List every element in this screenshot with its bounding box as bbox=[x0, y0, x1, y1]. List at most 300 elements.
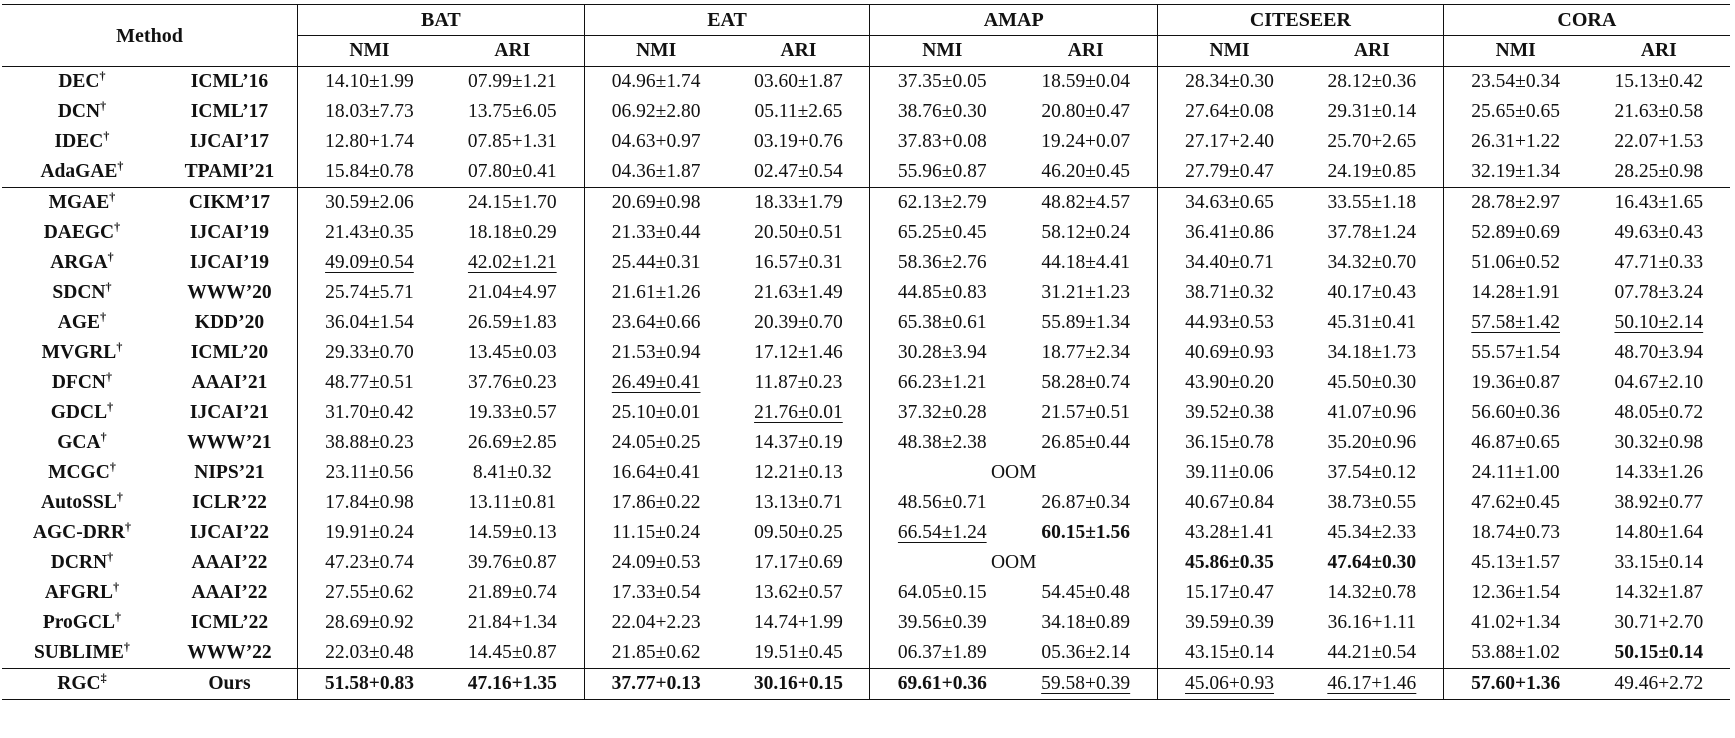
result-cell: 29.33±0.70 bbox=[325, 342, 414, 363]
result-cell: 04.63+0.97 bbox=[611, 131, 701, 152]
dataset-header-cora: CORA bbox=[1443, 5, 1730, 36]
table-row bbox=[2, 548, 1730, 578]
method-name: MGAE† bbox=[2, 188, 162, 219]
result-cell: 47.23±0.74 bbox=[325, 552, 414, 573]
method-venue: AAAI’22 bbox=[162, 578, 298, 608]
result-cell: 23.11±0.56 bbox=[325, 462, 414, 483]
result-cell: 43.15±0.14 bbox=[1185, 642, 1274, 663]
result-cell: 18.77±2.34 bbox=[1014, 338, 1157, 368]
result-cell: 37.78±1.24 bbox=[1301, 218, 1443, 248]
result-cell: 16.64±0.41 bbox=[611, 462, 701, 483]
result-cell: 16.43±1.65 bbox=[1588, 188, 1730, 219]
method-name: DAEGC† bbox=[43, 219, 121, 243]
result-cell: 44.93±0.53 bbox=[1185, 312, 1274, 333]
table-row bbox=[2, 157, 1730, 188]
result-cell: 19.33±0.57 bbox=[441, 398, 584, 428]
method-name: RGC‡ bbox=[2, 669, 162, 700]
method-name: SDCN† bbox=[52, 279, 112, 303]
result-cell: 36.04±1.54 bbox=[325, 312, 414, 333]
result-cell: 21.76±0.01 bbox=[728, 398, 870, 428]
result-cell: 48.38±2.38 bbox=[897, 432, 987, 453]
result-cell: 14.45±0.87 bbox=[441, 638, 584, 669]
method-name: DEC† bbox=[2, 67, 162, 98]
result-cell: 36.16+1.11 bbox=[1301, 608, 1443, 638]
result-cell: 18.18±0.29 bbox=[441, 218, 584, 248]
result-cell: 22.07+1.53 bbox=[1614, 131, 1704, 152]
method-mark: † bbox=[113, 579, 120, 594]
result-cell: 46.17+1.46 bbox=[1301, 669, 1443, 700]
method-venue: ICML’16 bbox=[162, 67, 298, 98]
result-cell: 23.64±0.66 bbox=[611, 312, 701, 333]
result-cell: 45.06+0.93 bbox=[1158, 669, 1301, 700]
method-mark: † bbox=[116, 339, 123, 354]
result-cell: 43.28±1.41 bbox=[1185, 522, 1274, 543]
table-row bbox=[2, 278, 1730, 308]
result-cell: 47.62±0.45 bbox=[1471, 492, 1560, 513]
method-mark: † bbox=[100, 429, 107, 444]
method-mark: † bbox=[99, 68, 106, 83]
result-cell: 41.07±0.96 bbox=[1301, 398, 1443, 428]
result-cell: 14.28±1.91 bbox=[1471, 282, 1560, 303]
result-cell: 55.57±1.54 bbox=[1471, 342, 1560, 363]
result-cell: 58.12±0.24 bbox=[1014, 218, 1157, 248]
result-cell: 26.31+1.22 bbox=[1471, 131, 1561, 152]
method-venue: AAAI’22 bbox=[162, 548, 298, 578]
result-cell: 37.54±0.12 bbox=[1301, 458, 1443, 488]
result-cell: 15.13±0.42 bbox=[1588, 67, 1730, 98]
result-cell: 60.15±1.56 bbox=[1014, 518, 1157, 548]
method-venue: Ours bbox=[162, 669, 298, 700]
result-cell: 21.84+1.34 bbox=[441, 608, 584, 638]
result-cell: 38.71±0.32 bbox=[1185, 282, 1274, 303]
method-mark: † bbox=[107, 399, 114, 414]
result-cell: 14.80±1.64 bbox=[1614, 522, 1704, 543]
result-cell: 05.36±2.14 bbox=[1014, 638, 1157, 669]
result-cell: 17.84±0.98 bbox=[325, 492, 414, 513]
result-cell: 27.79±0.47 bbox=[1185, 161, 1274, 182]
table-row bbox=[2, 67, 1730, 98]
method-name: SUBLIME† bbox=[33, 639, 130, 663]
result-cell: 24.11±1.00 bbox=[1471, 462, 1560, 483]
result-cell: 03.19+0.76 bbox=[728, 127, 870, 157]
metric-header-ari: ARI bbox=[1588, 36, 1730, 67]
result-cell: 25.65±0.65 bbox=[1471, 101, 1560, 122]
method-venue: TPAMI’21 bbox=[162, 157, 298, 188]
metric-header-ari: ARI bbox=[728, 36, 870, 67]
result-cell: 45.50±0.30 bbox=[1301, 368, 1443, 398]
method-mark: † bbox=[106, 369, 113, 384]
method-venue: AAAI’21 bbox=[162, 368, 298, 398]
table-row bbox=[2, 608, 1730, 638]
result-cell: 40.67±0.84 bbox=[1185, 492, 1274, 513]
result-cell: 28.25±0.98 bbox=[1614, 161, 1704, 182]
result-cell: 58.28±0.74 bbox=[1014, 368, 1157, 398]
result-cell: 20.39±0.70 bbox=[728, 308, 870, 338]
result-cell: 40.17±0.43 bbox=[1301, 278, 1443, 308]
method-name: AGC-DRR† bbox=[32, 519, 131, 543]
table-row bbox=[2, 488, 1730, 518]
result-cell: 19.36±0.87 bbox=[1471, 372, 1560, 393]
result-cell: 48.77±0.51 bbox=[325, 372, 414, 393]
result-cell: 46.20±0.45 bbox=[1014, 157, 1157, 188]
result-cell: 04.67±2.10 bbox=[1614, 372, 1704, 393]
result-cell: 15.17±0.47 bbox=[1185, 582, 1274, 603]
method-venue: WWW’21 bbox=[162, 428, 298, 458]
result-cell: 55.96±0.87 bbox=[897, 161, 987, 182]
result-cell: 30.59±2.06 bbox=[298, 188, 441, 219]
result-cell: 13.45±0.03 bbox=[441, 338, 584, 368]
result-cell: 34.32±0.70 bbox=[1301, 248, 1443, 278]
table-row bbox=[2, 428, 1730, 458]
result-cell: 44.18±4.41 bbox=[1014, 248, 1157, 278]
metric-header-nmi: NMI bbox=[584, 36, 727, 67]
method-venue: IJCAI’17 bbox=[162, 127, 298, 157]
result-cell: 14.33±1.26 bbox=[1614, 462, 1704, 483]
method-venue: ICML’20 bbox=[162, 338, 298, 368]
result-cell: 45.31±0.41 bbox=[1301, 308, 1443, 338]
method-mark: † bbox=[100, 309, 107, 324]
result-cell: 64.05±0.15 bbox=[897, 582, 987, 603]
result-cell: 37.77+0.13 bbox=[584, 669, 727, 700]
result-cell: 65.38±0.61 bbox=[897, 312, 987, 333]
result-cell: 49.09±0.54 bbox=[325, 252, 414, 273]
result-cell: 66.23±1.21 bbox=[897, 372, 987, 393]
result-cell: 11.87±0.23 bbox=[728, 368, 870, 398]
result-cell: 27.17+2.40 bbox=[1185, 131, 1275, 152]
method-name: MVGRL† bbox=[41, 339, 123, 363]
results-table-container bbox=[2, 4, 1730, 700]
result-cell: 13.11±0.81 bbox=[441, 488, 584, 518]
result-cell: 34.63±0.65 bbox=[1158, 188, 1301, 219]
result-cell: 32.19±1.34 bbox=[1471, 161, 1560, 182]
result-cell: 16.57±0.31 bbox=[728, 248, 870, 278]
result-cell: 21.43±0.35 bbox=[325, 222, 414, 243]
result-cell: 21.53±0.94 bbox=[611, 342, 701, 363]
result-cell: 22.03±0.48 bbox=[325, 642, 414, 663]
dataset-header-citeseer: CITESEER bbox=[1158, 5, 1444, 36]
result-cell: 21.57±0.51 bbox=[1014, 398, 1157, 428]
result-cell: 27.55±0.62 bbox=[325, 582, 414, 603]
result-cell: 49.46+2.72 bbox=[1588, 669, 1730, 700]
result-cell: 03.60±1.87 bbox=[728, 67, 870, 98]
result-cell: 53.88±1.02 bbox=[1471, 642, 1560, 663]
result-cell: 49.63±0.43 bbox=[1614, 222, 1704, 243]
result-cell: 50.15±0.14 bbox=[1614, 642, 1704, 663]
dataset-header-bat: BAT bbox=[298, 5, 585, 36]
table-row bbox=[2, 518, 1730, 548]
table-row bbox=[2, 669, 1730, 700]
result-cell: 33.15±0.14 bbox=[1614, 552, 1704, 573]
result-cell: 39.76±0.87 bbox=[441, 548, 584, 578]
result-cell: 18.03±7.73 bbox=[325, 101, 414, 122]
result-cell: 04.96±1.74 bbox=[584, 67, 727, 98]
result-cell: 14.74+1.99 bbox=[728, 608, 870, 638]
result-cell: 30.32±0.98 bbox=[1614, 432, 1704, 453]
result-cell: 30.71+2.70 bbox=[1614, 612, 1704, 633]
result-cell: 39.59±0.39 bbox=[1185, 612, 1274, 633]
result-cell: 28.34±0.30 bbox=[1158, 67, 1301, 98]
result-cell: 26.87±0.34 bbox=[1014, 488, 1157, 518]
result-cell: 21.89±0.74 bbox=[441, 578, 584, 608]
result-cell: 24.19±0.85 bbox=[1301, 157, 1443, 188]
method-mark: † bbox=[114, 219, 121, 234]
method-name: AdaGAE† bbox=[40, 158, 124, 182]
result-cell: 57.58±1.42 bbox=[1471, 312, 1560, 333]
result-cell: 47.16+1.35 bbox=[441, 669, 584, 700]
result-cell: 37.32±0.28 bbox=[897, 402, 987, 423]
method-header: Method bbox=[2, 5, 298, 67]
result-cell: 14.32±1.87 bbox=[1614, 582, 1704, 603]
result-cell: 56.60±0.36 bbox=[1471, 402, 1560, 423]
result-cell: 21.33±0.44 bbox=[611, 222, 701, 243]
result-cell: 55.89±1.34 bbox=[1014, 308, 1157, 338]
method-venue: IJCAI’19 bbox=[162, 248, 298, 278]
result-cell: 04.36±1.87 bbox=[611, 161, 701, 182]
table-row bbox=[2, 398, 1730, 428]
result-cell: 20.50±0.51 bbox=[728, 218, 870, 248]
result-cell: 05.11±2.65 bbox=[728, 97, 870, 127]
metric-header-nmi: NMI bbox=[870, 36, 1014, 67]
result-cell: 31.70±0.42 bbox=[325, 402, 414, 423]
result-cell: 46.87±0.65 bbox=[1471, 432, 1560, 453]
result-cell: 33.55±1.18 bbox=[1301, 188, 1443, 219]
result-cell: 28.78±2.97 bbox=[1443, 188, 1587, 219]
results-body bbox=[2, 67, 1730, 700]
method-name: DCRN† bbox=[50, 549, 114, 573]
result-cell: 14.10±1.99 bbox=[298, 67, 441, 98]
method-mark: † bbox=[107, 549, 114, 564]
method-name: AutoSSL† bbox=[41, 489, 123, 513]
result-cell: 34.40±0.71 bbox=[1185, 252, 1274, 273]
method-venue: ICLR’22 bbox=[162, 488, 298, 518]
method-name: AGE† bbox=[57, 309, 107, 333]
result-cell: 40.69±0.93 bbox=[1185, 342, 1274, 363]
table-row bbox=[2, 458, 1730, 488]
result-cell: 38.92±0.77 bbox=[1614, 492, 1704, 513]
result-cell: 37.76±0.23 bbox=[441, 368, 584, 398]
result-cell: 14.59±0.13 bbox=[441, 518, 584, 548]
result-cell: 21.63±1.49 bbox=[728, 278, 870, 308]
method-mark: † bbox=[109, 459, 116, 474]
method-venue: NIPS’21 bbox=[162, 458, 298, 488]
result-cell: 17.33±0.54 bbox=[611, 582, 701, 603]
result-cell: 39.56±0.39 bbox=[897, 612, 987, 633]
result-cell: 35.20±0.96 bbox=[1301, 428, 1443, 458]
method-name: DCN† bbox=[57, 98, 107, 122]
metric-header-ari: ARI bbox=[1014, 36, 1157, 67]
result-cell: 12.36±1.54 bbox=[1471, 582, 1560, 603]
result-cell: OOM bbox=[870, 548, 1158, 578]
result-cell: 41.02+1.34 bbox=[1471, 612, 1561, 633]
method-mark: † bbox=[124, 519, 131, 534]
result-cell: 18.33±1.79 bbox=[728, 188, 870, 219]
result-cell: 51.06±0.52 bbox=[1471, 252, 1560, 273]
dataset-header-eat: EAT bbox=[584, 5, 870, 36]
result-cell: 45.13±1.57 bbox=[1471, 552, 1560, 573]
result-cell: 20.80±0.47 bbox=[1014, 97, 1157, 127]
result-cell: 28.69±0.92 bbox=[325, 612, 414, 633]
result-cell: 26.85±0.44 bbox=[1014, 428, 1157, 458]
table-row bbox=[2, 638, 1730, 669]
method-name: ProGCL† bbox=[42, 609, 122, 633]
result-cell: 52.89±0.69 bbox=[1471, 222, 1560, 243]
result-cell: 07.80±0.41 bbox=[441, 157, 584, 188]
method-mark: † bbox=[107, 249, 114, 264]
result-cell: 48.82±4.57 bbox=[1014, 188, 1157, 219]
result-cell: 20.69±0.98 bbox=[584, 188, 727, 219]
result-cell: 14.32±0.78 bbox=[1301, 578, 1443, 608]
results-table bbox=[2, 4, 1730, 700]
method-name: IDEC† bbox=[54, 128, 110, 152]
result-cell: 13.75±6.05 bbox=[441, 97, 584, 127]
result-cell: 48.05±0.72 bbox=[1614, 402, 1704, 423]
result-cell: 66.54±1.24 bbox=[897, 522, 987, 543]
method-mark: † bbox=[100, 98, 107, 113]
result-cell: 14.37±0.19 bbox=[728, 428, 870, 458]
result-cell: 13.62±0.57 bbox=[728, 578, 870, 608]
result-cell: 18.59±0.04 bbox=[1014, 67, 1157, 98]
metric-header-ari: ARI bbox=[1301, 36, 1443, 67]
result-cell: 29.31±0.14 bbox=[1301, 97, 1443, 127]
result-cell: 25.44±0.31 bbox=[611, 252, 701, 273]
result-cell: 21.63±0.58 bbox=[1614, 101, 1704, 122]
result-cell: 45.34±2.33 bbox=[1301, 518, 1443, 548]
result-cell: 19.51±0.45 bbox=[728, 638, 870, 669]
result-cell: 54.45±0.48 bbox=[1014, 578, 1157, 608]
result-cell: 43.90±0.20 bbox=[1185, 372, 1274, 393]
table-row bbox=[2, 218, 1730, 248]
result-cell: 58.36±2.76 bbox=[897, 252, 987, 273]
method-mark: † bbox=[103, 128, 110, 143]
result-cell: 42.02±1.21 bbox=[441, 248, 584, 278]
dataset-header-amap: AMAP bbox=[870, 5, 1158, 36]
result-cell: 26.69±2.85 bbox=[441, 428, 584, 458]
method-mark: † bbox=[116, 489, 123, 504]
method-mark: † bbox=[115, 609, 122, 624]
result-cell: 24.09±0.53 bbox=[611, 552, 701, 573]
result-cell: 24.05±0.25 bbox=[611, 432, 701, 453]
method-venue: IJCAI’21 bbox=[162, 398, 298, 428]
result-cell: 57.60+1.36 bbox=[1443, 669, 1587, 700]
result-cell: 18.74±0.73 bbox=[1471, 522, 1560, 543]
result-cell: 34.18±1.73 bbox=[1301, 338, 1443, 368]
result-cell: 21.61±1.26 bbox=[611, 282, 701, 303]
result-cell: 13.13±0.71 bbox=[728, 488, 870, 518]
result-cell: 19.24+0.07 bbox=[1014, 127, 1157, 157]
result-cell: 48.70±3.94 bbox=[1614, 342, 1704, 363]
result-cell: 24.15±1.70 bbox=[441, 188, 584, 219]
result-cell: 06.92±2.80 bbox=[611, 101, 701, 122]
result-cell: OOM bbox=[870, 458, 1158, 488]
result-cell: 8.41±0.32 bbox=[441, 458, 584, 488]
result-cell: 59.58+0.39 bbox=[1014, 669, 1157, 700]
table-row bbox=[2, 127, 1730, 157]
method-venue: IJCAI’19 bbox=[162, 218, 298, 248]
result-cell: 36.15±0.78 bbox=[1185, 432, 1274, 453]
result-cell: 23.54±0.34 bbox=[1443, 67, 1587, 98]
method-mark: † bbox=[105, 279, 112, 294]
result-cell: 62.13±2.79 bbox=[870, 188, 1014, 219]
result-cell: 19.91±0.24 bbox=[325, 522, 414, 543]
method-name: GDCL† bbox=[50, 399, 114, 423]
result-cell: 31.21±1.23 bbox=[1014, 278, 1157, 308]
result-cell: 12.80+1.74 bbox=[324, 131, 414, 152]
result-cell: 51.58+0.83 bbox=[298, 669, 441, 700]
method-venue: KDD’20 bbox=[162, 308, 298, 338]
result-cell: 37.35±0.05 bbox=[870, 67, 1014, 98]
result-cell: 17.86±0.22 bbox=[611, 492, 701, 513]
result-cell: 36.41±0.86 bbox=[1185, 222, 1274, 243]
result-cell: 39.52±0.38 bbox=[1185, 402, 1274, 423]
result-cell: 50.10±2.14 bbox=[1614, 312, 1704, 333]
method-venue: ICML’17 bbox=[162, 97, 298, 127]
result-cell: 25.70+2.65 bbox=[1301, 127, 1443, 157]
result-cell: 69.61+0.36 bbox=[870, 669, 1014, 700]
result-cell: 34.18±0.89 bbox=[1014, 608, 1157, 638]
result-cell: 48.56±0.71 bbox=[897, 492, 987, 513]
result-cell: 39.11±0.06 bbox=[1185, 462, 1274, 483]
result-cell: 44.21±0.54 bbox=[1301, 638, 1443, 669]
result-cell: 17.12±1.46 bbox=[728, 338, 870, 368]
result-cell: 06.37±1.89 bbox=[897, 642, 987, 663]
method-name: ARGA† bbox=[50, 249, 114, 273]
metric-header-nmi: NMI bbox=[1443, 36, 1587, 67]
result-cell: 07.78±3.24 bbox=[1614, 282, 1704, 303]
result-cell: 28.12±0.36 bbox=[1301, 67, 1443, 98]
metric-header-nmi: NMI bbox=[1158, 36, 1301, 67]
table-row bbox=[2, 338, 1730, 368]
table-row bbox=[2, 248, 1730, 278]
result-cell: 38.76±0.30 bbox=[897, 101, 987, 122]
table-row bbox=[2, 308, 1730, 338]
result-cell: 26.49±0.41 bbox=[611, 372, 701, 393]
result-cell: 65.25±0.45 bbox=[897, 222, 987, 243]
method-name: DFCN† bbox=[51, 369, 113, 393]
result-cell: 47.71±0.33 bbox=[1614, 252, 1704, 273]
result-cell: 09.50±0.25 bbox=[728, 518, 870, 548]
result-cell: 25.74±5.71 bbox=[325, 282, 414, 303]
method-venue: WWW’20 bbox=[162, 278, 298, 308]
result-cell: 21.85±0.62 bbox=[611, 642, 701, 663]
method-venue: IJCAI’22 bbox=[162, 518, 298, 548]
metric-header-ari: ARI bbox=[441, 36, 584, 67]
metric-header-nmi: NMI bbox=[298, 36, 441, 67]
method-venue: CIKM’17 bbox=[162, 188, 298, 219]
method-mark: † bbox=[109, 189, 116, 204]
method-venue: ICML’22 bbox=[162, 608, 298, 638]
result-cell: 47.64±0.30 bbox=[1301, 548, 1443, 578]
method-mark: ‡ bbox=[100, 670, 107, 685]
method-mark: † bbox=[123, 639, 130, 654]
result-cell: 26.59±1.83 bbox=[441, 308, 584, 338]
method-name: AFGRL† bbox=[44, 579, 120, 603]
result-cell: 27.64±0.08 bbox=[1185, 101, 1274, 122]
result-cell: 12.21±0.13 bbox=[728, 458, 870, 488]
result-cell: 44.85±0.83 bbox=[897, 282, 987, 303]
result-cell: 25.10±0.01 bbox=[611, 402, 701, 423]
result-cell: 45.86±0.35 bbox=[1185, 552, 1274, 573]
result-cell: 38.88±0.23 bbox=[325, 432, 414, 453]
method-name: MCGC† bbox=[48, 459, 116, 483]
result-cell: 30.28±3.94 bbox=[897, 342, 987, 363]
result-cell: 21.04±4.97 bbox=[441, 278, 584, 308]
result-cell: 02.47±0.54 bbox=[728, 157, 870, 188]
result-cell: 17.17±0.69 bbox=[728, 548, 870, 578]
table-row bbox=[2, 368, 1730, 398]
result-cell: 30.16+0.15 bbox=[728, 669, 870, 700]
result-cell: 38.73±0.55 bbox=[1301, 488, 1443, 518]
method-venue: WWW’22 bbox=[162, 638, 298, 669]
